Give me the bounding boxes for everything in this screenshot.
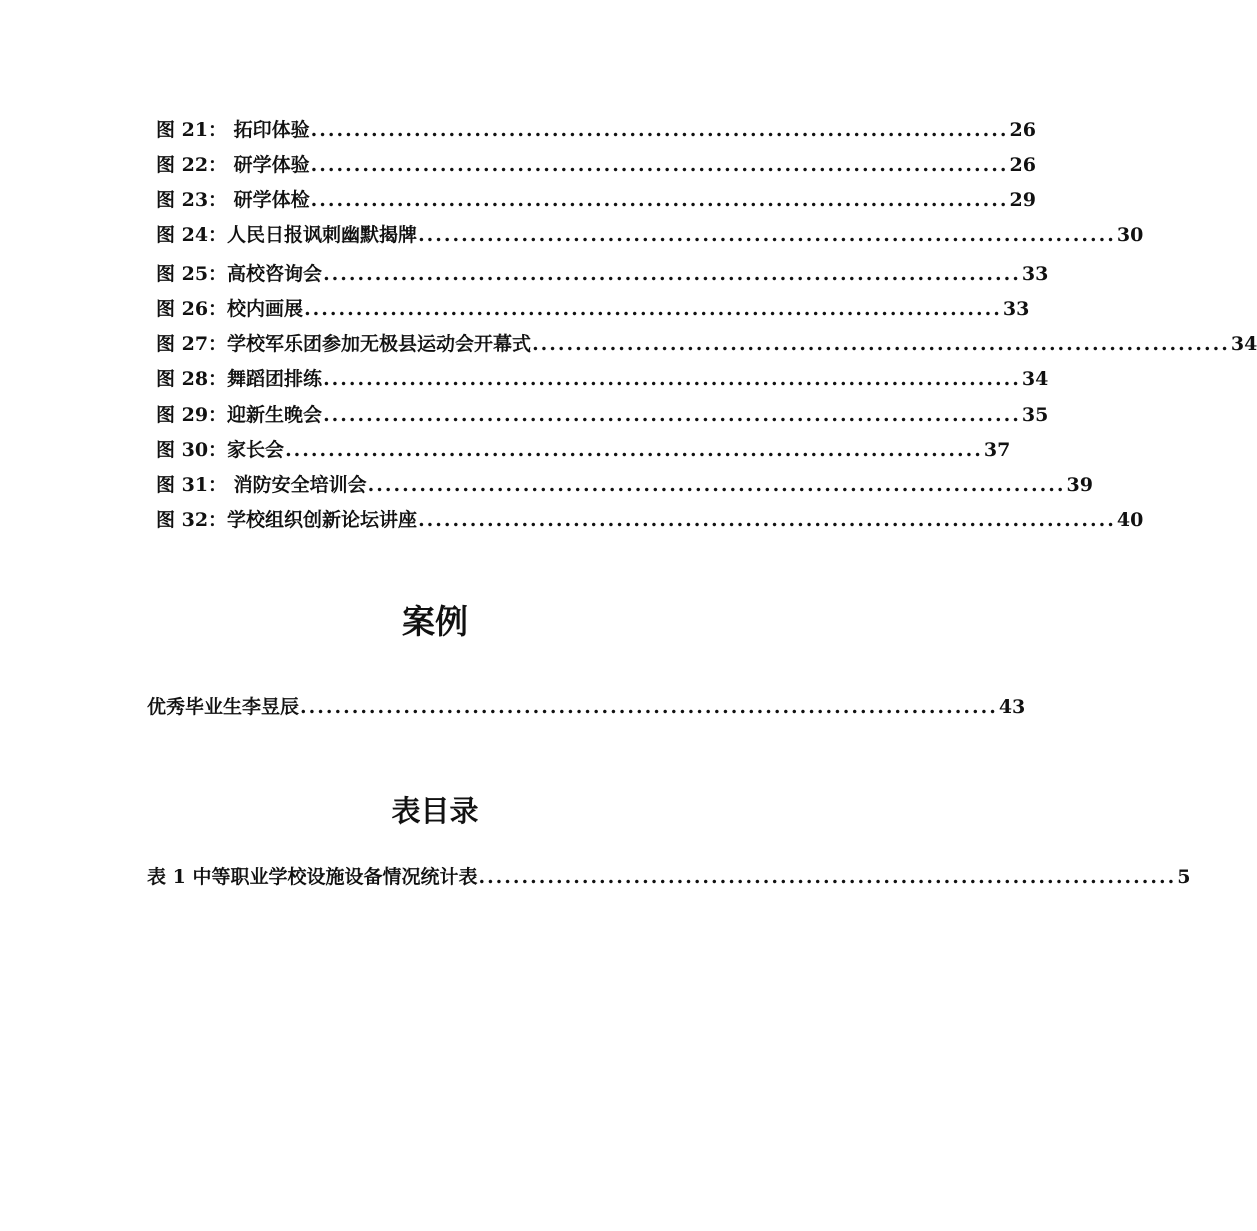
toc-entry-label: 图 21： 拓印体验 (156, 119, 310, 141)
toc-leader-dots: ................................................................................. (304, 298, 1002, 320)
toc-entry-fig21[interactable] (156, 118, 1036, 142)
toc-entry-fig25[interactable] (156, 262, 1049, 286)
toc-leader-dots: ................................................................................. (310, 154, 1009, 176)
toc-entry-label: 图 26：校内画展 (156, 298, 304, 320)
toc-entry-page: 26 (1009, 119, 1036, 141)
toc-leader-dots: ................................................................................. (418, 224, 1116, 246)
toc-leader-dots: ................................................................................. (418, 509, 1116, 531)
toc-entry-page: 29 (1009, 189, 1036, 211)
toc-entry-fig28[interactable] (156, 367, 1049, 391)
toc-leader-dots: ................................................................................. (300, 696, 998, 718)
toc-entry-fig24[interactable] (156, 223, 1144, 247)
toc-entry-page: 43 (998, 696, 1026, 718)
case-heading: 案例 (402, 602, 468, 641)
toc-entry-fig23[interactable] (156, 188, 1036, 212)
toc-leader-dots: ................................................................................. (323, 404, 1021, 426)
toc-entry-label: 表 1 中等职业学校设施设备情况统计表 (147, 866, 478, 888)
toc-entry-page: 37 (983, 439, 1011, 461)
toc-entry-fig30[interactable] (156, 438, 1011, 462)
toc-entry-label: 图 28：舞蹈团排练 (156, 368, 323, 390)
toc-entry-page: 34 (1230, 333, 1257, 355)
table-list-heading: 表目录 (391, 794, 479, 828)
toc-entry-page: 39 (1066, 474, 1093, 496)
toc-leader-dots: ................................................................................. (285, 439, 983, 461)
toc-leader-dots: ................................................................................. (323, 263, 1021, 285)
toc-entry-page: 33 (1021, 263, 1049, 285)
toc-entry-label: 图 24：人民日报讽刺幽默揭牌 (156, 224, 418, 246)
toc-entry-label: 图 25：高校咨询会 (156, 263, 323, 285)
toc-entry-label: 图 27：学校军乐团参加无极县运动会开幕式 (156, 333, 532, 355)
toc-entry-label: 图 23： 研学体检 (156, 189, 310, 211)
toc-entry-fig22[interactable] (156, 153, 1036, 177)
toc-entry-label: 图 29：迎新生晚会 (156, 404, 323, 426)
toc-entry-label: 图 30：家长会 (156, 439, 285, 461)
toc-entry-label: 图 32：学校组织创新论坛讲座 (156, 509, 418, 531)
toc-entry-fig29[interactable] (156, 403, 1049, 427)
toc-entry-page: 5 (1177, 866, 1191, 888)
toc-leader-dots: ................................................................................. (532, 333, 1230, 355)
toc-entry-fig27[interactable] (156, 332, 1257, 356)
toc-entry-fig31[interactable] (156, 473, 1093, 497)
toc-entry-table-1[interactable] (147, 865, 1191, 889)
toc-entry-page: 35 (1021, 404, 1049, 426)
toc-entry-fig26[interactable] (156, 297, 1030, 321)
toc-entry-page: 40 (1116, 509, 1144, 531)
toc-leader-dots: ................................................................................. (367, 474, 1066, 496)
toc-leader-dots: ................................................................................. (323, 368, 1021, 390)
toc-entry-case-1[interactable] (147, 695, 1026, 719)
toc-entry-label: 图 22： 研学体验 (156, 154, 310, 176)
toc-leader-dots: ................................................................................. (310, 119, 1009, 141)
toc-entry-page: 26 (1009, 154, 1036, 176)
toc-entry-label: 图 31： 消防安全培训会 (156, 474, 367, 496)
toc-entry-page: 34 (1021, 368, 1049, 390)
toc-entry-page: 30 (1116, 224, 1144, 246)
toc-leader-dots: ................................................................................. (310, 189, 1009, 211)
toc-leader-dots: ................................................................................. (478, 866, 1177, 888)
toc-entry-label: 优秀毕业生李昱辰 (147, 696, 300, 718)
toc-entry-page: 33 (1002, 298, 1030, 320)
toc-entry-fig32[interactable] (156, 508, 1144, 532)
